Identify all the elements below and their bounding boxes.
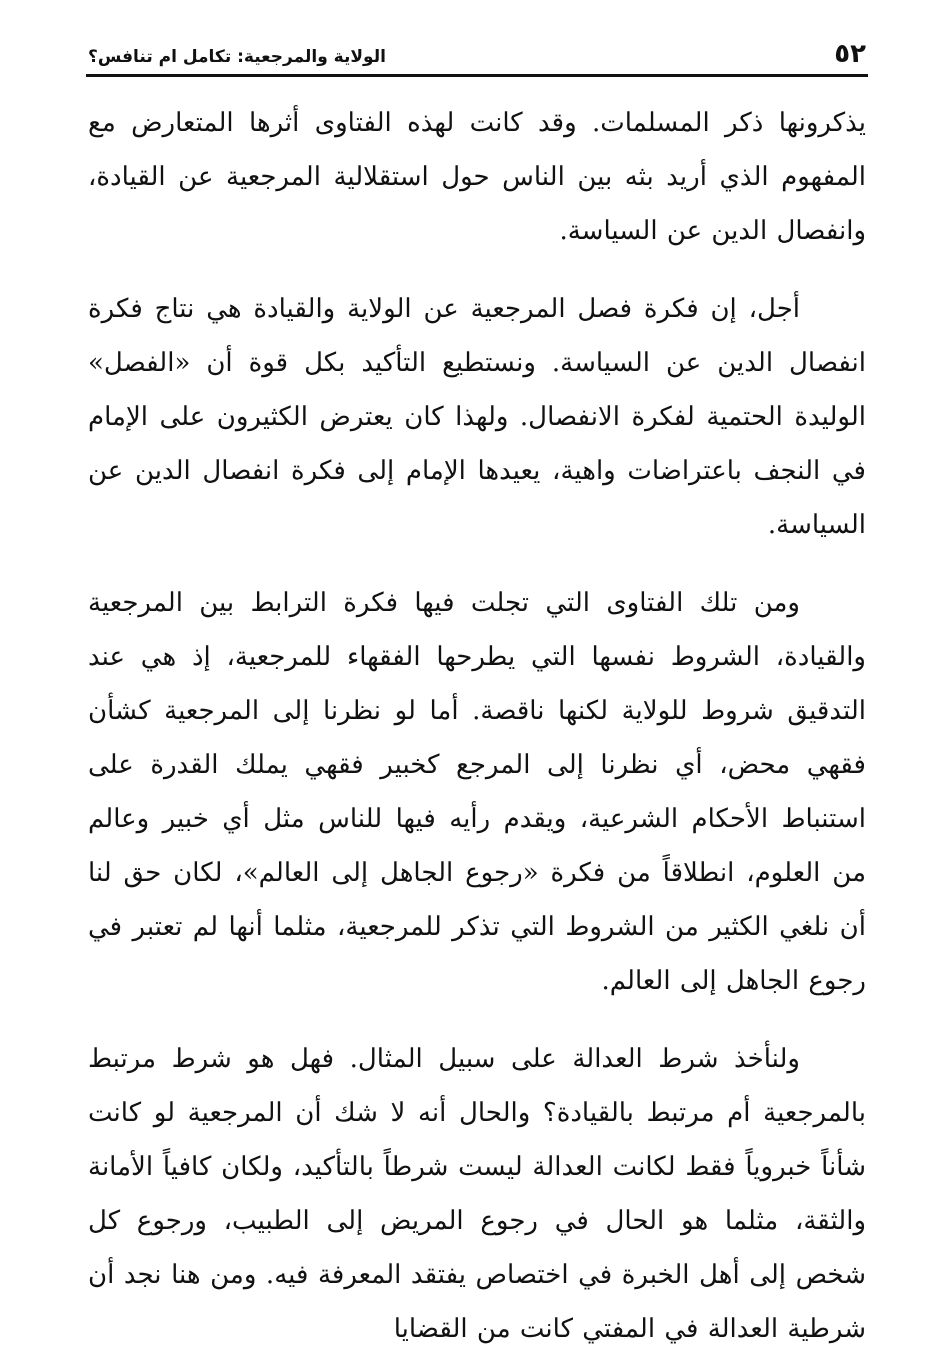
page-number: ٥٢ [834, 39, 866, 69]
header-rule [86, 74, 868, 77]
page-header [88, 30, 866, 70]
body-text [88, 96, 866, 1356]
paragraph-2: أجل، إن فكرة فصل المرجعية عن الولاية والقيادة هي نتاج فكرة انفصال الدين عن السياسة. ونستطيع التأكيد بكل قوة أن «الفصل» الوليدة الحتمية لفكرة الانفصال. ولهذا كان يعترض الكثيرون على الإمام في النجف باعتراضات واهية، يعيدها الإمام إلى فكرة انفصال الدين عن السياسة. [88, 294, 866, 540]
paragraph-1: يذكرونها ذكر المسلمات. وقد كانت لهذه الفتاوى أثرها المتعارض مع المفهوم الذي أريد بثه بين الناس حول استقلالية المرجعية عن القيادة، وانفصال الدين عن السياسة. [88, 108, 866, 246]
running-title: الولاية والمرجعية: تكامل ام تنافس؟ [88, 47, 386, 67]
paragraph-3: ومن تلك الفتاوى التي تجلت فيها فكرة الترابط بين المرجعية والقيادة، الشروط نفسها التي يطرحها الفقهاء للمرجعية، إذ هي عند التدقيق شروط للولاية لكنها ناقصة. أما لو نظرنا إلى المرجعية كشأن فقهي محض، أي نظرنا إلى المرجع كخبير فقهي يملك القدرة على استنباط الأحكام الشرعية، ويقدم رأيه فيها للناس مثل أي خبير وعالم من العلوم، انطلاقاً من فكرة «رجوع الجاهل إلى العالم»، لكان حق لنا أن نلغي الكثير من الشروط التي تذكر للمرجعية، مثلما أنها لم تعتبر في رجوع الجاهل إلى العالم. [88, 588, 866, 996]
paragraph-4: ولنأخذ شرط العدالة على سبيل المثال. فهل هو شرط مرتبط بالمرجعية أم مرتبط بالقيادة؟ والحال أنه لا شك أن المرجعية لو كانت شأناً خبروياً فقط لكانت العدالة ليست شرطاً بالتأكيد، ولكان كافياً الأمانة والثقة، مثلما هو الحال في رجوع المريض إلى الطبيب، ورجوع كل شخص إلى أهل الخبرة في اختصاص يفتقد المعرفة فيه. ومن هنا نجد أن شرطية العدالة في المفتي كانت من القضايا [88, 1044, 866, 1344]
